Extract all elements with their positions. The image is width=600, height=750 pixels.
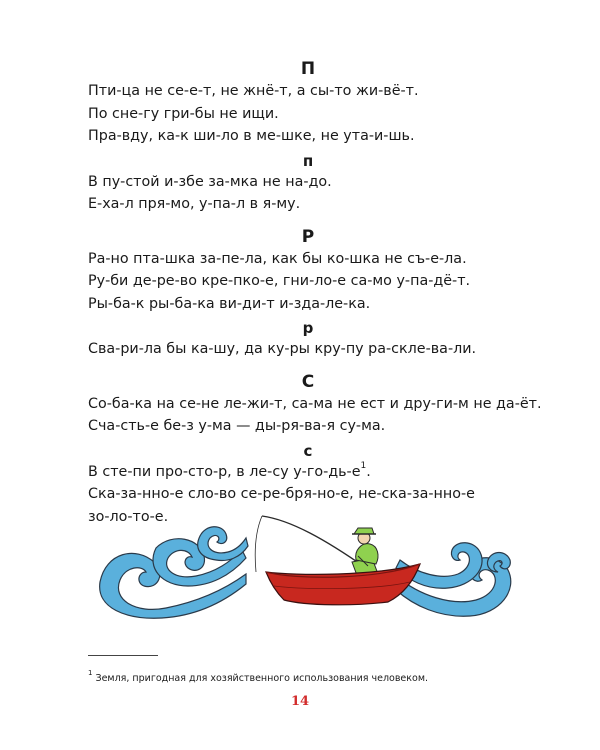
section-heading-r-lower: р <box>302 319 314 337</box>
proverb-line: Е-ха-л пря-мо, у-па-л в я-му. <box>88 196 301 212</box>
proverb-text: В сте-пи про-сто-р, в ле-су у-го-дь-е <box>88 463 361 480</box>
proverb-punct: . <box>366 463 371 480</box>
fishing-rod <box>255 516 366 572</box>
proverb-line: зо-ло-то-е. <box>88 508 169 525</box>
left-waves <box>100 527 248 618</box>
proverb-line: Сва-ри-ла бы ка-шу, да ку-ры кру-пу ра-скле-ва-ли. <box>88 341 477 357</box>
right-waves <box>396 543 511 616</box>
section-heading-p-lower: п <box>302 151 314 170</box>
footnote <box>88 669 429 685</box>
text-content <box>88 58 542 528</box>
proverb-line: По сне-гу гри-бы не ищи. <box>88 105 279 122</box>
proverb-line: Ры-ба-к ры-ба-ка ви-ди-т и-зда-ле-ка. <box>88 295 371 312</box>
page-number: 14 <box>290 694 310 709</box>
fisherman-boat-illustration <box>96 510 516 625</box>
proverb-line: Ска-за-нно-е сло-во се-ре-бря-но-е, не-ска-за-нно-е <box>88 486 475 502</box>
footnote-divider <box>88 655 158 656</box>
footnote-marker[interactable]: 1 <box>360 460 367 471</box>
section-heading-p-upper: П <box>300 59 316 79</box>
section-heading-s-lower: с <box>303 441 313 460</box>
proverb-line: Ра-но пта-шка за-пе-ла, как бы ко-шка не съ-е-ла. <box>88 250 467 267</box>
footnote-text: Земля, пригодная для хозяйственного использования человеком. <box>95 672 429 684</box>
proverb-line <box>88 461 528 484</box>
section-heading-r-upper: Р <box>301 226 315 247</box>
proverb-line: Со-ба-ка на се-не ле-жи-т, са-ма не ест и дру-ги-м не да-ёт. <box>88 395 542 412</box>
proverb-line: В пу-стой и-збе за-мка не на-до. <box>88 173 332 190</box>
proverb-line: Ру-би де-ре-во кре-пко-е, гни-ло-е са-мо у-па-дё-т. <box>88 273 471 289</box>
proverb-line: Пра-вду, ка-к ши-ло в ме-шке, не ута-и-шь. <box>88 128 415 144</box>
fisherman <box>352 528 378 578</box>
proverb-line: Сча-сть-е бе-з у-ма — ды-ря-ва-я су-ма. <box>88 418 386 434</box>
section-heading-s-upper: С <box>301 371 315 392</box>
red-boat <box>266 564 420 605</box>
footnote-number: 1 <box>88 669 93 678</box>
proverb-line: Пти-ца не се-е-т, не жнё-т, а сы-то жи-вё-т. <box>88 83 419 99</box>
